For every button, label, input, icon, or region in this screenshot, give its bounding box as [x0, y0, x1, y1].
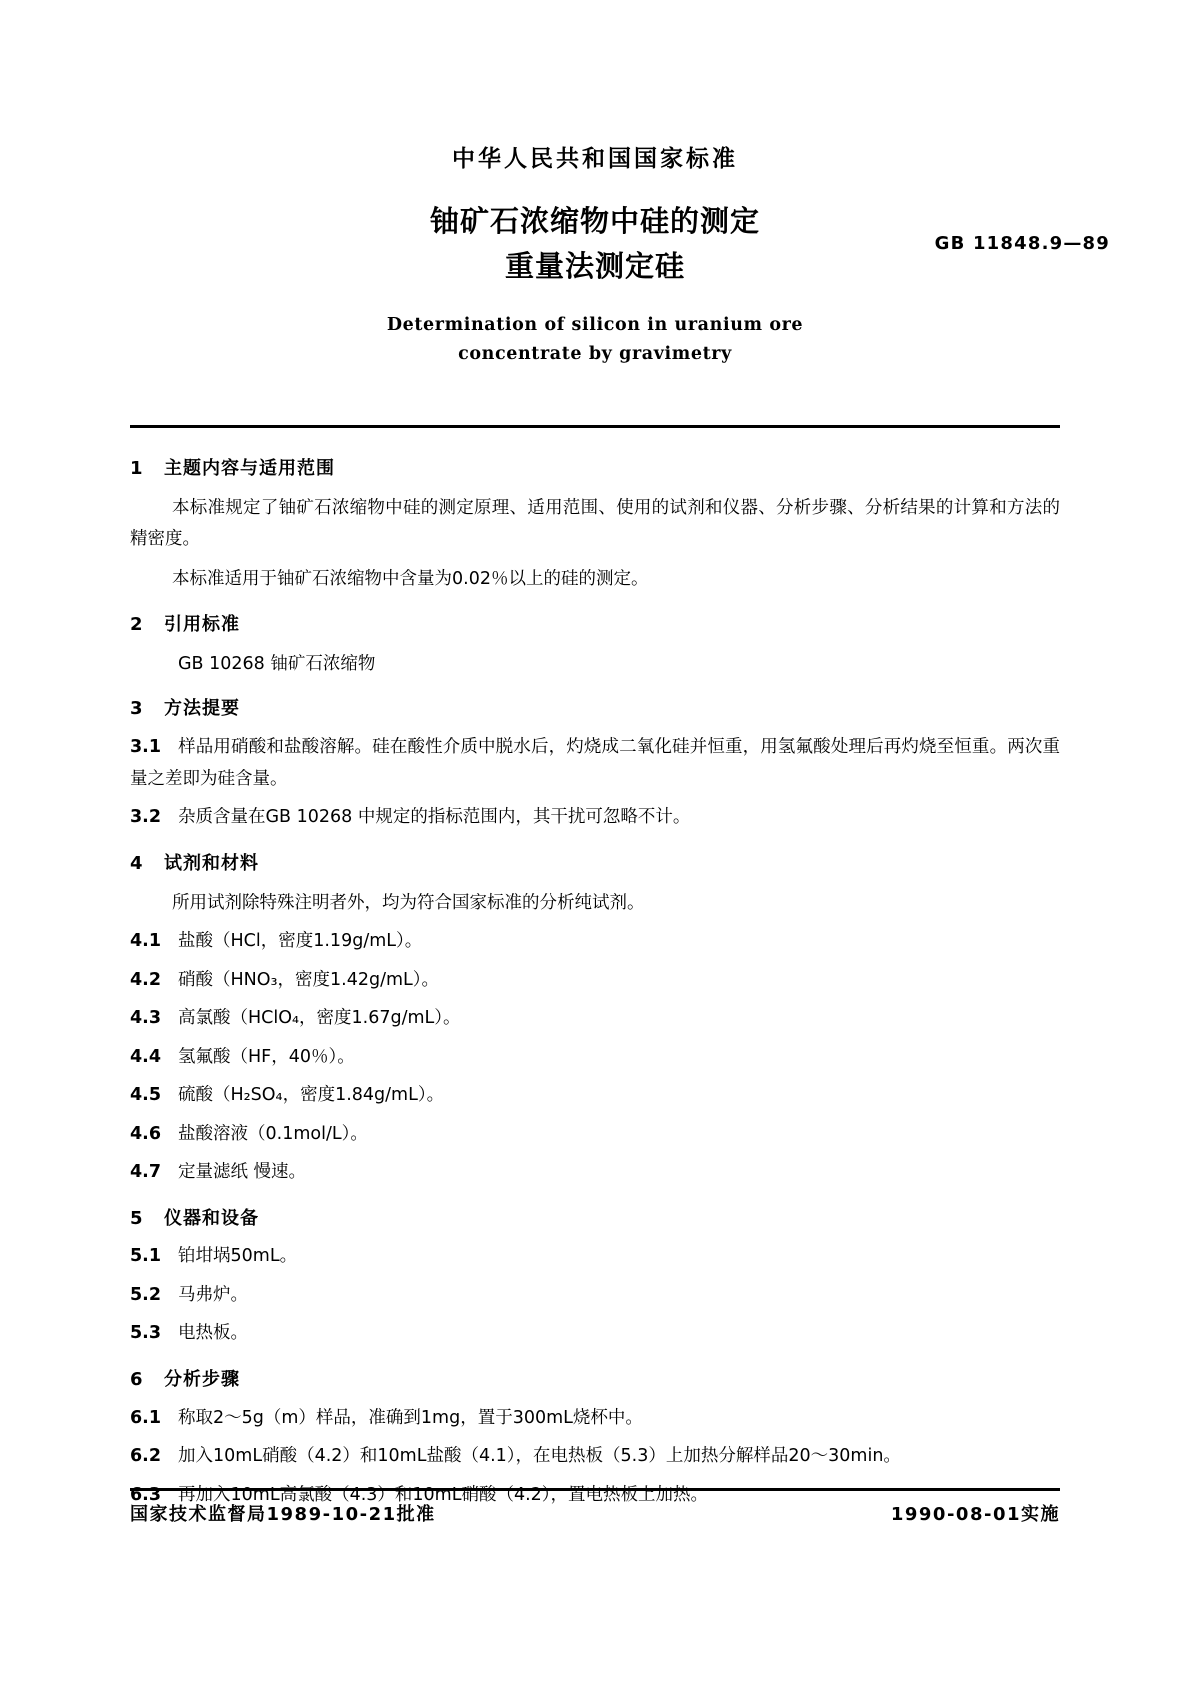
clause-4-6 — [130, 1119, 1060, 1151]
section-number-6: 6 — [130, 1368, 143, 1390]
clause-number-4-2: 4.2 — [130, 969, 162, 990]
footer-divider — [130, 1488, 1060, 1491]
footer-approval: 国家技术监督局1989-10-21批准 — [130, 1504, 436, 1525]
section-heading-5 — [130, 1204, 1060, 1235]
section-heading-2 — [130, 610, 1060, 641]
section-title-5: 仪器和设备 — [164, 1207, 259, 1229]
clause-text-4-6: 盐酸溶液（0.1mol/L）。 — [178, 1123, 368, 1144]
clause-number-5-2: 5.2 — [130, 1284, 162, 1305]
page-footer — [130, 1500, 1060, 1526]
section-title-6: 分析步骤 — [164, 1368, 240, 1390]
clause-text-4-3: 高氯酸（HClO₄，密度1.67g/mL）。 — [178, 1008, 461, 1029]
page-title — [265, 199, 925, 289]
standard-number: GB 11848.9—89 — [934, 233, 1110, 254]
clause-number-4-6: 4.6 — [130, 1123, 162, 1144]
clause-4-1 — [130, 926, 1060, 958]
title-row — [130, 199, 1110, 289]
title-line-2: 重量法测定硅 — [504, 248, 685, 283]
clause-3-2 — [130, 802, 1060, 834]
section-number-3: 3 — [130, 698, 143, 720]
clause-text-3-2: 杂质含量在GB 10268 中规定的指标范围内，其干扰可忽略不计。 — [178, 807, 691, 828]
document-body — [130, 454, 1060, 1512]
english-title — [265, 311, 925, 369]
clause-number-4-7: 4.7 — [130, 1162, 162, 1183]
clause-4-5 — [130, 1080, 1060, 1112]
section-title-4: 试剂和材料 — [164, 852, 259, 874]
clause-number-6-3: 6.3 — [130, 1484, 162, 1505]
clause-number-4-5: 4.5 — [130, 1085, 162, 1106]
clause-number-5-3: 5.3 — [130, 1323, 162, 1344]
section-heading-4 — [130, 849, 1060, 880]
clause-number-5-1: 5.1 — [130, 1246, 162, 1267]
section-number-2: 2 — [130, 614, 143, 636]
standard-header — [130, 140, 1110, 369]
clause-4-7 — [130, 1157, 1060, 1189]
paragraph-4-intro: 所用试剂除特殊注明者外，均为符合国家标准的分析纯试剂。 — [172, 892, 645, 913]
section-number-4: 4 — [130, 852, 143, 874]
clause-number-6-1: 6.1 — [130, 1407, 162, 1428]
clause-text-4-5: 硫酸（H₂SO₄，密度1.84g/mL）。 — [178, 1085, 445, 1106]
clause-text-5-3: 电热板。 — [178, 1323, 248, 1344]
title-line-1: 铀矿石浓缩物中硅的测定 — [429, 204, 760, 238]
clause-4-3 — [130, 1003, 1060, 1035]
header-divider — [130, 425, 1060, 428]
section-heading-1 — [130, 454, 1060, 485]
clause-text-3-1: 样品用硝酸和盐酸溶解。硅在酸性介质中脱水后，灼烧成二氧化硅并恒重，用氢氟酸处理后再灼烧至恒重。两次重量之差即为硅含量。 — [130, 737, 1060, 789]
clause-text-6-1: 称取2～5g（m）样品，准确到1mg，置于300mL烧杯中。 — [178, 1407, 643, 1428]
clause-text-4-2: 硝酸（HNO₃，密度1.42g/mL）。 — [178, 969, 440, 990]
country-standard-line: 中华人民共和国国家标准 — [452, 146, 738, 172]
section-number-1: 1 — [130, 457, 143, 479]
clause-5-1 — [130, 1241, 1060, 1273]
clause-text-4-1: 盐酸（HCl，密度1.19g/mL）。 — [178, 931, 423, 952]
page-content — [130, 140, 1110, 1511]
clause-text-6-2: 加入10mL硝酸（4.2）和10mL盐酸（4.1），在电热板（5.3）上加热分解样品20～30min。 — [178, 1446, 901, 1467]
clause-6-2 — [130, 1441, 1060, 1473]
section-heading-6 — [130, 1365, 1060, 1396]
clause-number-4-4: 4.4 — [130, 1046, 162, 1067]
clause-number-6-2: 6.2 — [130, 1446, 162, 1467]
clause-text-4-7: 定量滤纸 慢速。 — [178, 1162, 307, 1183]
clause-number-4-3: 4.3 — [130, 1008, 162, 1029]
clause-number-3-1: 3.1 — [130, 737, 162, 758]
english-title-line-1: Determination of silicon in uranium ore — [386, 314, 804, 335]
section-number-5: 5 — [130, 1207, 143, 1229]
footer-effective: 1990-08-01实施 — [890, 1504, 1060, 1525]
section-title-3: 方法提要 — [164, 698, 240, 720]
section-heading-3 — [130, 694, 1060, 725]
section-title-1: 主题内容与适用范围 — [164, 457, 335, 479]
clause-5-2 — [130, 1280, 1060, 1312]
clause-text-6-3: 再加入10mL高氯酸（4.3）和10mL硝酸（4.2），置电热板上加热。 — [178, 1484, 709, 1505]
clause-5-3 — [130, 1318, 1060, 1350]
paragraph-1-2: 本标准适用于铀矿石浓缩物中含量为0.02％以上的硅的测定。 — [172, 568, 649, 589]
english-title-line-2: concentrate by gravimetry — [458, 343, 732, 364]
clause-4-2 — [130, 965, 1060, 997]
clause-number-4-1: 4.1 — [130, 931, 162, 952]
section-title-2: 引用标准 — [164, 614, 240, 636]
clause-4-4 — [130, 1042, 1060, 1074]
clause-6-1 — [130, 1403, 1060, 1435]
referenced-standard: GB 10268 铀矿石浓缩物 — [178, 654, 376, 675]
clause-number-3-2: 3.2 — [130, 807, 162, 828]
paragraph-1-1: 本标准规定了铀矿石浓缩物中硅的测定原理、适用范围、使用的试剂和仪器、分析步骤、分析结果的计算和方法的精密度。 — [130, 497, 1060, 550]
clause-text-5-2: 马弗炉。 — [178, 1284, 248, 1305]
clause-text-4-4: 氢氟酸（HF，40％）。 — [178, 1046, 355, 1067]
clause-3-1 — [130, 732, 1060, 795]
clause-text-5-1: 铂坩埚50mL。 — [178, 1246, 298, 1267]
